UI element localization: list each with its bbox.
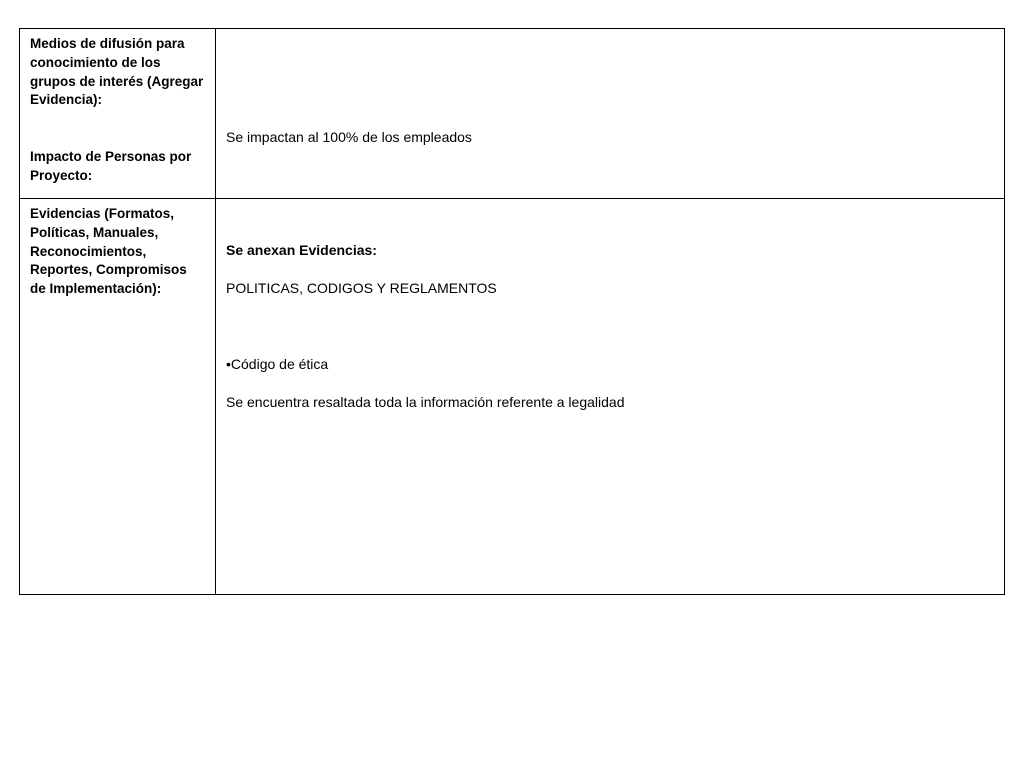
label-evidencias: Evidencias (Formatos, Políticas, Manuales, Reconocimientos, Reportes, Compromisos de Implementación): — [30, 206, 187, 297]
label-impacto-personas: Impacto de Personas por Proyecto: — [30, 149, 192, 183]
evidence-line-blank — [226, 317, 994, 336]
label-cell-impact — [20, 29, 216, 199]
value-cell-evidence — [216, 199, 1005, 595]
table-row-impact — [20, 29, 1005, 199]
label-cell-evidence — [20, 199, 216, 595]
evidence-heading: Se anexan Evidencias: — [226, 242, 377, 258]
evidence-content — [226, 222, 994, 431]
label-medios-difusion: Medios de difusión para conocimiento de los grupos de interés (Agregar Evidencia): — [30, 36, 204, 108]
table-row-evidence — [20, 199, 1005, 595]
value-cell-impact — [216, 29, 1005, 199]
evidence-table — [19, 28, 1005, 595]
evidence-line: Se encuentra resaltada toda la información referente a legalidad — [226, 394, 625, 410]
evidence-line: POLITICAS, CODIGOS Y REGLAMENTOS — [226, 280, 497, 296]
evidence-line-bullet: •Código de ética — [226, 356, 329, 372]
value-impacto: Se impactan al 100% de los empleados — [226, 129, 472, 145]
